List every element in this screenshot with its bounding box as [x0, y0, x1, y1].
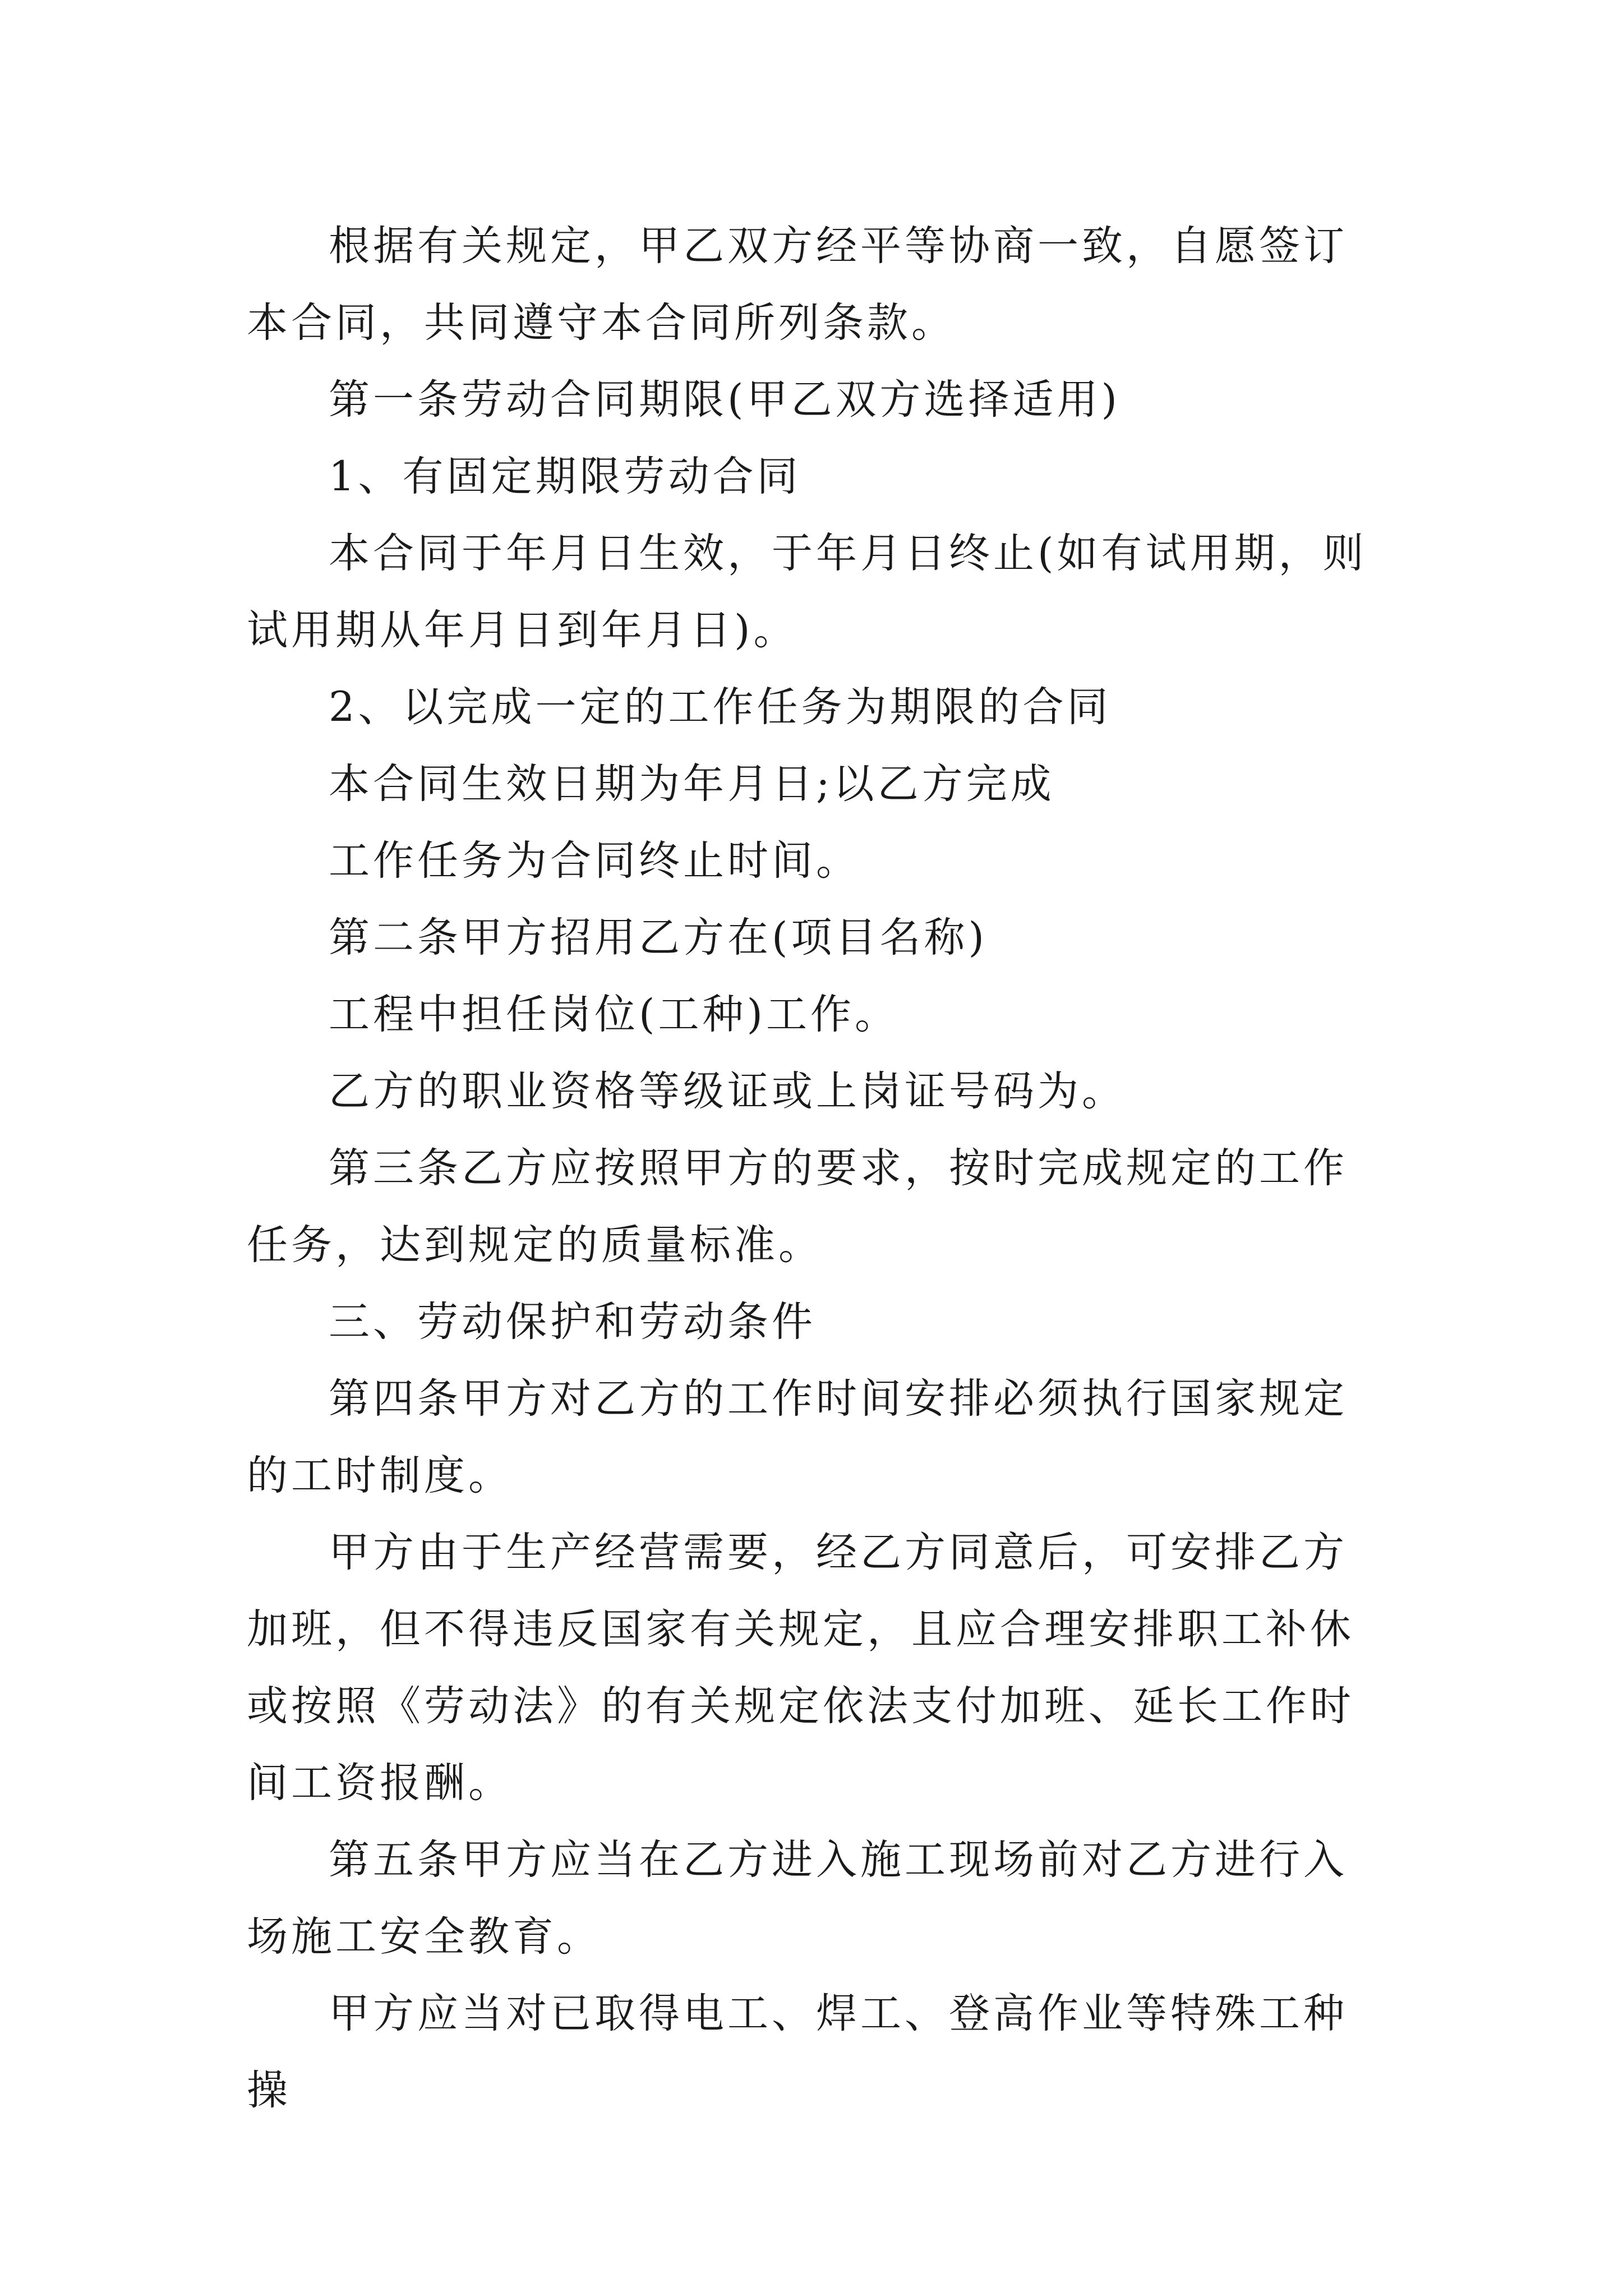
paragraph-article-2-certificate: 乙方的职业资格等级证或上岗证号码为。	[329, 1068, 1126, 1115]
paragraph-item-1-term: 本合同于年月日生效，于年月日终止(如有试用期，则试用期从年月日到年月日)。	[247, 530, 1367, 654]
paragraph-article-5-special-trades: 甲方应当对已取得电工、焊工、登高作业等特殊工种操	[247, 1990, 1348, 2114]
paragraph-article-2: 第二条甲方招用乙方在(项目名称)	[329, 914, 988, 961]
paragraph-section-3-heading: 三、劳动保护和劳动条件	[329, 1298, 816, 1346]
paragraph-item-2-termination: 工作任务为合同终止时间。	[329, 837, 860, 885]
paragraph-item-2: 2、以完成一定的工作任务为期限的合同	[329, 683, 1112, 731]
paragraph-article-4: 第四条甲方对乙方的工作时间安排必须执行国家规定的工时制度。	[247, 1375, 1348, 1499]
paragraph-intro: 根据有关规定，甲乙双方经平等协商一致，自愿签订本合同，共同遵守本合同所列条款。	[247, 222, 1348, 347]
paragraph-item-1: 1、有固定期限劳动合同	[329, 453, 801, 500]
paragraph-article-1-heading: 第一条劳动合同期限(甲乙双方选择适用)	[329, 376, 1121, 424]
paragraph-article-2-position: 工程中担任岗位(工种)工作。	[329, 991, 899, 1038]
paragraph-item-2-effective: 本合同生效日期为年月日;以乙方完成	[329, 760, 1055, 808]
document-body	[247, 208, 1385, 2129]
paragraph-article-3: 第三条乙方应按照甲方的要求，按时完成规定的工作任务，达到规定的质量标准。	[247, 1144, 1348, 1269]
paragraph-article-4-overtime: 甲方由于生产经营需要，经乙方同意后，可安排乙方加班，但不得违反国家有关规定，且应合理安排职工补休或按照《劳动法》的有关规定依法支付加班、延长工作时间工资报酬。	[247, 1529, 1354, 1807]
paragraph-article-5: 第五条甲方应当在乙方进入施工现场前对乙方进行入场施工安全教育。	[247, 1836, 1348, 1961]
